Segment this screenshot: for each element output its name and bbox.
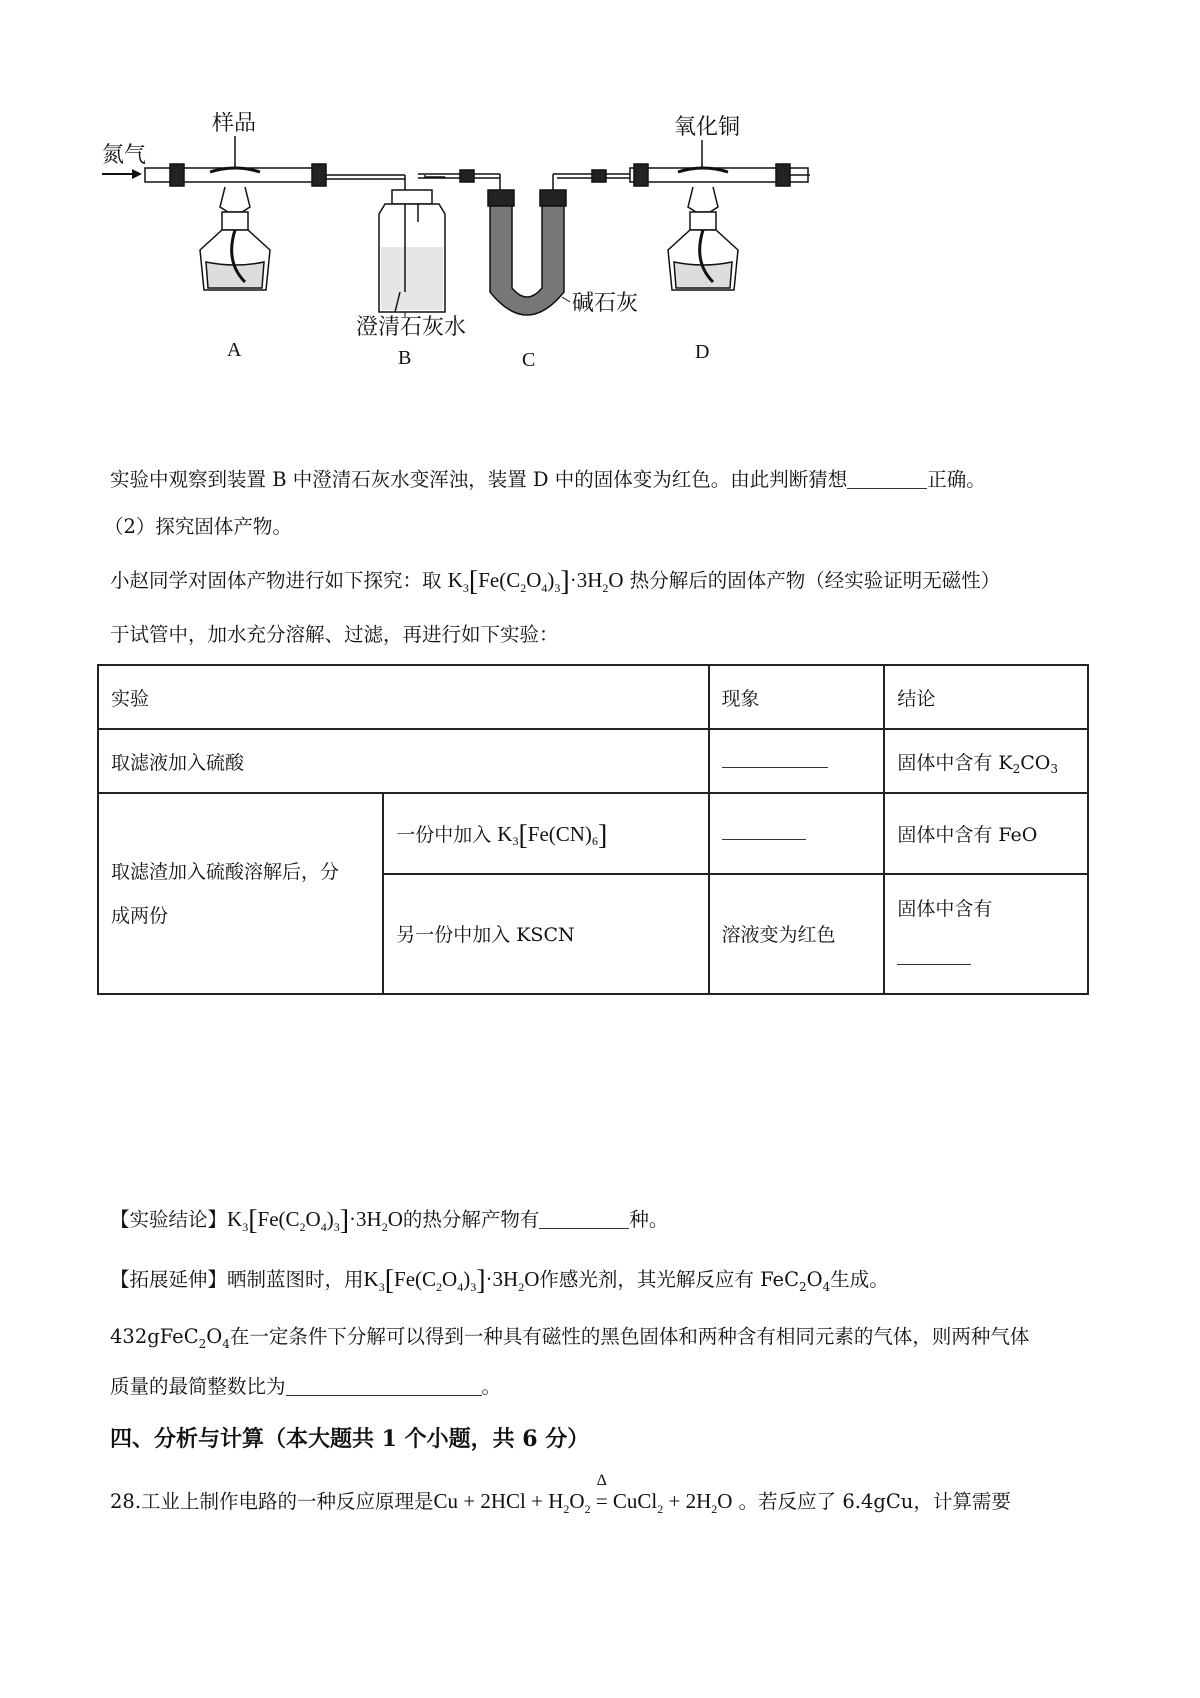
label-d: D [695, 341, 710, 363]
paragraph-procedure-line2: 于试管中，加水充分溶解、过滤，再进行如下实验： [110, 623, 559, 646]
complex-formula: $K_3[Fe(C_2O_4)_3]\cdot 3H_2O$ [447, 566, 624, 597]
question-28: 28.工业上制作电路的一种反应原理是$Cu + 2HCl + H_2O_2$ Δ = CuCl$_2$ + $2H_2O$ 。若反应了 6.4gCu，计算需要 [110, 1472, 1011, 1516]
tube-a [145, 164, 405, 186]
answer-blank[interactable] [722, 821, 806, 840]
header-experiment: 实验 [98, 665, 709, 729]
answer-blank[interactable] [897, 946, 971, 965]
label-b: B [398, 347, 412, 369]
extension-line1: 【拓展延伸】晒制蓝图时，用$K_3[Fe(C_2O_4)_3]\cdot 3H_2O$作感光剂，其光解反应有 $FeC_2O_4$生成。 [110, 1265, 889, 1296]
copper-oxide-label: 氧化铜 [674, 115, 741, 140]
tube-d [630, 164, 810, 186]
table-row: 另一份中加入 KSCN 溶液变为红色 固体中含有 [98, 874, 1088, 994]
table-row: 取滤渣加入硫酸溶解后，分 成两份 一份中加入 $K_3[Fe(CN)_6]$ 固体中含有 FeO [98, 793, 1088, 873]
experiment-table [97, 664, 1089, 995]
limewater-label: 澄清石灰水 [356, 315, 467, 340]
extension-line3: 质量的最简整数比为 。 [110, 1375, 502, 1398]
inlet-arrow-icon [102, 169, 142, 179]
alcohol-lamp-a [200, 187, 270, 290]
paragraph-procedure: 小赵同学对固体产物进行如下探究：取 $K_3[Fe(C_2O_4)_3]\cdot 3H_2O$ 热分解后的固体产物（经实验证明无磁性） [110, 566, 1001, 597]
table-row: 取滤液加入硫酸 固体中含有 $K_2CO_3$ [98, 729, 1088, 793]
residue-experiment: 取滤渣加入硫酸溶解后，分 成两份 [98, 793, 383, 994]
bottle-b [379, 175, 445, 312]
section-2-title: （2）探究固体产物。 [104, 515, 292, 538]
soda-lime-label: 碱石灰 [572, 291, 639, 316]
nitrogen-label: 氮气 [102, 143, 147, 168]
label-c: C [522, 349, 536, 371]
experiment-conclusion: 【实验结论】$K_3[Fe(C_2O_4)_3]\cdot 3H_2O$的热分解产物有 种。 [110, 1205, 669, 1236]
section-4-heading: 四、分析与计算（本大题共 1 个小题，共 6 分） [110, 1426, 590, 1452]
answer-blank[interactable] [722, 749, 828, 768]
table-header-row [98, 665, 1088, 729]
header-phenomenon: 现象 [709, 665, 885, 729]
label-a: A [227, 339, 242, 361]
paragraph-observation: 实验中观察到装置 B 中澄清石灰水变浑浊，装置 D 中的固体变为红色。由此判断猜想 正确。 [110, 468, 986, 491]
sample-label: 样品 [212, 112, 257, 136]
answer-blank[interactable] [286, 1375, 482, 1396]
extension-line2: $432gFeC_2O_4$在一定条件下分解可以得到一种具有磁性的黑色固体和两种含有相同元素的气体，则两种气体 [110, 1325, 1030, 1351]
answer-blank[interactable] [539, 1208, 629, 1229]
apparatus-diagram [100, 112, 900, 402]
alcohol-lamp-d [668, 187, 738, 290]
heat-condition: Δ = [590, 1472, 613, 1513]
header-conclusion: 结论 [884, 665, 1088, 729]
answer-blank[interactable] [847, 468, 927, 489]
